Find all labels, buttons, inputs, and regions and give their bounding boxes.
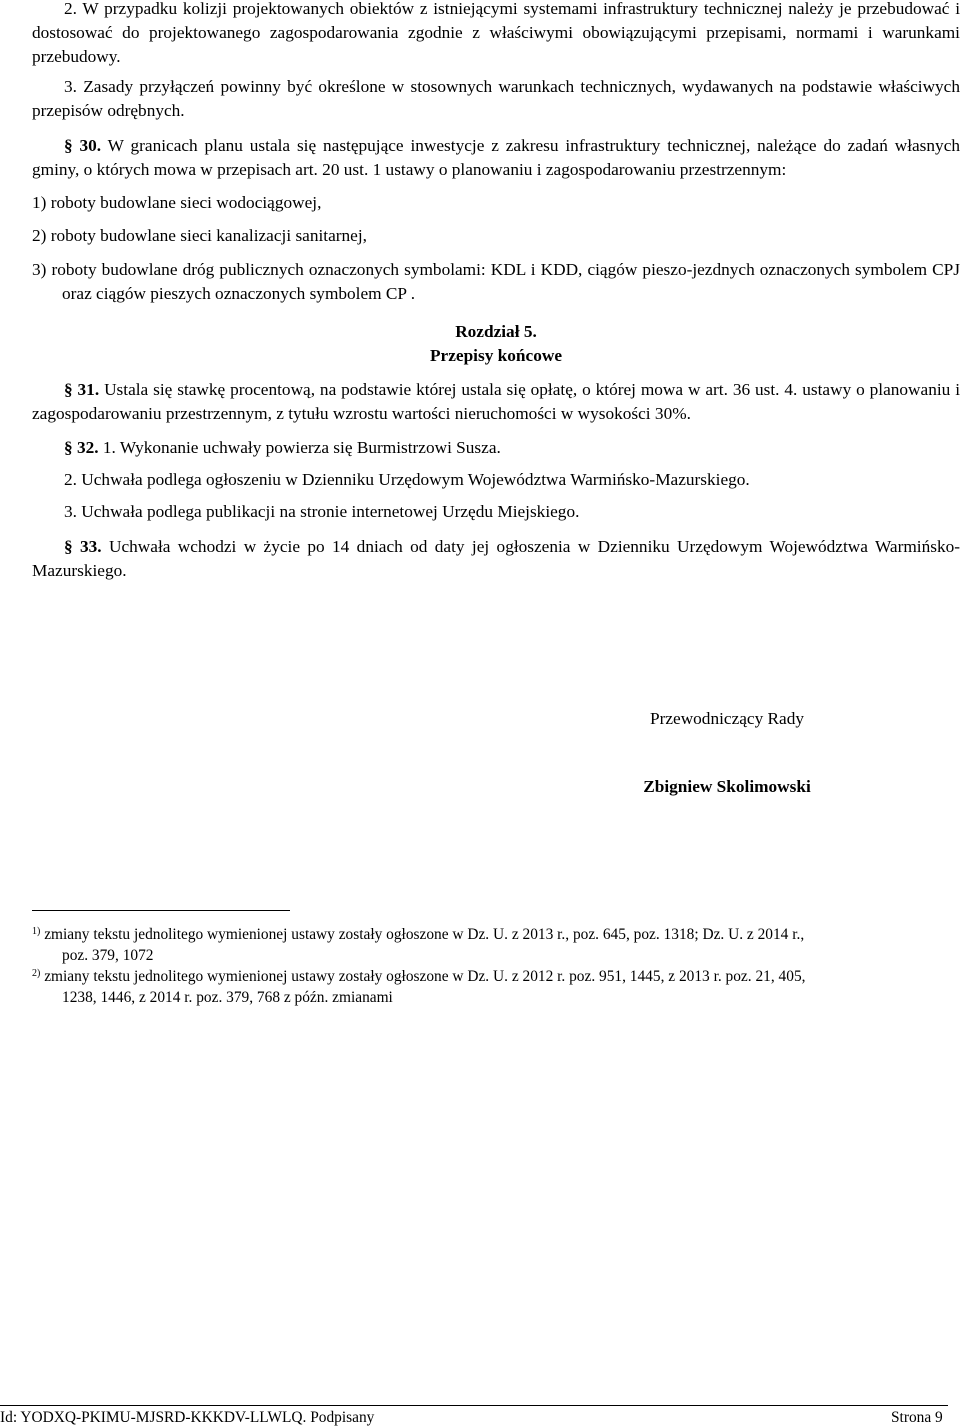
chapter-title: Przepisy końcowe [430, 346, 562, 365]
section-text: Uchwała wchodzi w życie po 14 dniach od daty jej ogłoszenia w Dzienniku Urzędowym Województwa Warmińsko-Mazurskiego. [32, 537, 960, 580]
list-item [32, 224, 960, 248]
list-item [32, 191, 960, 215]
document-id: Id: YODXQ-PKIMU-MJSRD-KKKDV-LLWLQ. Podpisany [0, 1409, 375, 1426]
paragraph-number: 2. [64, 0, 77, 18]
list-item-text: 1) roboty budowlane sieci wodociągowej, [32, 193, 322, 212]
footnote-text: zmiany tekstu jednolitego wymienionej ustawy zostały ogłoszone w Dz. U. z 2012 r. poz. 951, 1445, z 2013 r. poz. 21, 405, [44, 968, 806, 985]
page-number: Strona 9 [891, 1409, 943, 1426]
footnote-text: zmiany tekstu jednolitego wymienionej ustawy zostały ogłoszone w Dz. U. z 2013 r., poz. 645, poz. 1318; Dz. U. z 2014 r., [44, 926, 805, 943]
section-text: W granicach planu ustala się następujące inwestycje z zakresu infrastruktury technicznej, należące do zadań własnych gminy, o których mowa w przepisach art. 20 ust. 1 ustawy o planowaniu i zagospodarowaniu przestrzennym: [32, 136, 960, 179]
paragraph-text: Zasady przyłączeń powinny być określone w stosownych warunkach technicznych, wydawanych na podstawie właściwych przepisów odrębnych. [32, 77, 960, 120]
section-33 [32, 535, 960, 583]
list-item-text: 3) roboty budowlane dróg publicznych oznaczonych symbolami: KDL i KDD, ciągów pieszo-jezdnych oznaczonych symbolem CPJ oraz ciągów pieszych oznaczonych symbolem CP . [32, 260, 960, 303]
footnote-1 [32, 922, 960, 966]
signature-role: Przewodniczący Rady [649, 709, 805, 728]
paragraph-3 [32, 75, 960, 123]
section-31 [32, 378, 960, 426]
footnote-mark: 2) [32, 968, 41, 979]
section-32-point-2: 2. Uchwała podlega ogłoszeniu w Dzienniku Urzędowym Województwa Warmińsko-Mazurskiego. [64, 470, 750, 489]
paragraph-number: 3. [64, 77, 77, 96]
signature-name: Zbigniew Skolimowski [643, 777, 811, 796]
footnote-continuation: poz. 379, 1072 [62, 946, 154, 964]
section-label: § 33. [64, 537, 102, 556]
section-32 [32, 436, 960, 460]
paragraph-text: W przypadku kolizji projektowanych obiektów z istniejącymi systemami infrastruktury technicznej należy je przebudować i dostosować do projektowanego zagospodarowania zgodnie z właściwymi obowiązującymi przepisami, normami i warunkami przebudowy. [32, 0, 960, 66]
footnote-separator [32, 910, 290, 911]
section-label: § 30. [64, 136, 102, 155]
footnote-2 [32, 964, 960, 1008]
footnote-mark: 1) [32, 926, 41, 937]
section-label: § 32. [64, 438, 99, 457]
section-label: § 31. [64, 380, 100, 399]
footnote-continuation: 1238, 1446, z 2014 r. poz. 379, 768 z późn. zmianami [62, 988, 393, 1006]
list-item [32, 258, 960, 306]
section-30 [32, 134, 960, 182]
chapter-number: Rozdział 5. [455, 322, 537, 341]
section-32-point-3: 3. Uchwała podlega publikacji na stronie internetowej Urzędu Miejskiego. [64, 502, 580, 521]
document-body [32, 0, 960, 583]
section-text: 1. Wykonanie uchwały powierza się Burmistrzowi Susza. [102, 438, 501, 457]
list-item-text: 2) roboty budowlane sieci kanalizacji sanitarnej, [32, 226, 367, 245]
paragraph-2 [32, 0, 960, 69]
footer-separator [0, 1405, 948, 1406]
section-text: Ustala się stawkę procentową, na podstawie której ustala się opłatę, o której mowa w art. 36 ust. 4. ustawy o planowaniu i zagospodarowaniu przestrzennym, z tytułu wzrostu wartości nieruchomości w wysokości 30%. [32, 380, 960, 423]
